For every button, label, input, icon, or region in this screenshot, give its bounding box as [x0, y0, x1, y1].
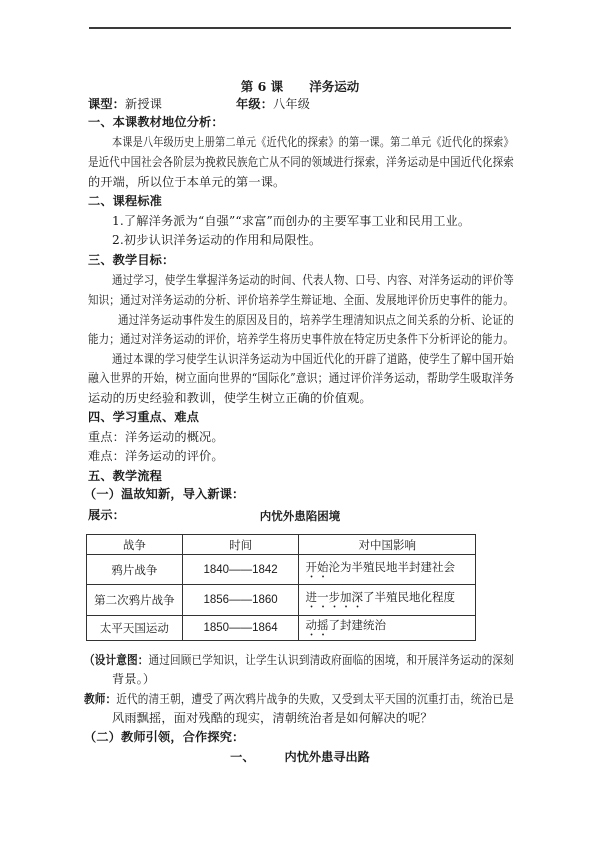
war-cell: 太平天国运动 — [87, 616, 183, 641]
section3-heading: 三、教学目标： — [88, 253, 175, 267]
page-title — [0, 77, 600, 95]
grade-value: 八年级 — [273, 97, 311, 111]
section3-line: 通过本课的学习使学生认识洋务运动为中国近代化的开辟了道路，使学生了解中国开始 — [112, 352, 514, 366]
section3-line: 通过学习，使学生掌握洋务运动的时间、代表人物、口号、内容、对洋务运动的评价等 — [112, 273, 514, 287]
section3-line: 知识；通过对洋务运动的分析、评价培养学生辩证地、全面、发展地评价历史事件的能力。 — [88, 293, 514, 307]
section4-heading: 四、学习重点、难点 — [88, 410, 200, 424]
part-heading — [0, 748, 600, 765]
section2-item: 1.了解洋务派为“自强”“求富”而创办的主要军事工业和民用工业。 — [112, 214, 471, 228]
section3-line: 运动的历史经验和教训，使学生树立正确的价值观。 — [88, 391, 372, 405]
section5-heading: 五、教学流程 — [88, 469, 163, 483]
impact-text: 沦为半殖民地半封建社会 — [328, 559, 455, 574]
teacher-line2: 风雨飘摇，面对残酷的现实，清朝统治者是如何解决的呢？ — [112, 711, 433, 725]
impact-text: 了封建统治 — [328, 618, 386, 632]
section2-item: 2.初步认识洋务运动的作用和局限性。 — [112, 233, 322, 247]
design-intent-label: 设计意图： — [94, 653, 149, 667]
lesson-meta — [88, 96, 310, 112]
impact-emphasis: 开始 — [305, 559, 329, 574]
show-label: 展示： — [88, 508, 126, 522]
table-header-cell: 战争 — [87, 535, 183, 555]
teacher-label: 教师： — [84, 692, 117, 706]
table-row — [87, 616, 476, 641]
time-cell: 1850——1864 — [182, 616, 299, 641]
section3-line: 通过洋务运动事件发生的原因及目的，培养学生理清知识点之间关系的分析、论证的 — [118, 313, 514, 327]
teacher-text: 近代的清王朝，遭受了两次鸦片战争的失败，又受到太平天国的沉重打击，统治已是 — [116, 692, 514, 706]
section1-line: 是近代中国社会各阶层为挽救民族危亡从不同的领域进行探索，洋务运动是中国近代化探索 — [88, 155, 514, 169]
design-intent-line — [84, 652, 514, 668]
section3-line: 融入世界的开始，树立面向世界的“国际化”意识；通过评价洋务运动，帮助学生吸取洋务 — [88, 371, 515, 385]
impact-emphasis: 动摇 — [305, 618, 329, 632]
impact-emphasis: 进一步加深 — [305, 590, 363, 604]
time-cell: 1856——1860 — [182, 585, 299, 616]
war-cell: 鸦片战争 — [87, 555, 183, 585]
time-cell: 1840——1842 — [182, 555, 299, 585]
table-header-cell: 对中国影响 — [299, 535, 476, 555]
table-header-row — [87, 535, 476, 555]
war-cell: 第二次鸦片战争 — [87, 585, 183, 616]
table-caption: 内忧外患陷困境 — [259, 509, 341, 523]
type-value: 新授课 — [125, 97, 163, 111]
impact-cell — [299, 616, 476, 641]
wars-table — [86, 534, 476, 641]
part-number: 一、 — [230, 750, 255, 764]
impact-cell — [299, 585, 476, 616]
subsection2-heading: （二）教师引领，合作探究： — [84, 730, 245, 744]
table-header-cell: 时间 — [182, 535, 299, 555]
type-label: 课型： — [88, 97, 126, 111]
impact-text: 了半殖民地化程度 — [362, 590, 455, 604]
design-intent-line2: 背景。） — [112, 672, 156, 686]
section1-heading: 一、本课教材地位分析： — [88, 115, 224, 129]
section1-line: 的开端，所以位于本单元的第一课。 — [88, 175, 286, 189]
key-point: 重点：洋务运动的概况。 — [88, 430, 224, 444]
difficult-point: 难点：洋务运动的评价。 — [88, 449, 224, 463]
section2-heading: 二、课程标准 — [88, 194, 163, 208]
lesson-title: 洋务运动 — [309, 79, 360, 94]
design-open-paren: （ — [84, 653, 95, 667]
table-row — [87, 585, 476, 616]
teacher-line — [84, 691, 514, 707]
grade-label: 年级： — [236, 97, 274, 111]
impact-cell — [299, 555, 476, 585]
section3-line: 能力；通过对洋务运动的评价，培养学生将历史事件放在特定历史条件下分析评论的能力。 — [88, 332, 514, 346]
lesson-number: 第 6 课 — [240, 79, 284, 94]
table-row — [87, 555, 476, 585]
design-intent-text: 通过回顾已学知识，让学生认识到清政府面临的困境，和开展洋务运动的深刻 — [148, 653, 514, 667]
part-title: 内忧外患寻出路 — [284, 750, 370, 764]
section1-line: 本课是八年级历史上册第二单元《近代化的探索》的第一课。第二单元《近代化的探索》 — [112, 135, 514, 149]
header-rule — [89, 27, 511, 29]
subsection1-heading: （一）温故知新，导入新课： — [84, 487, 245, 501]
